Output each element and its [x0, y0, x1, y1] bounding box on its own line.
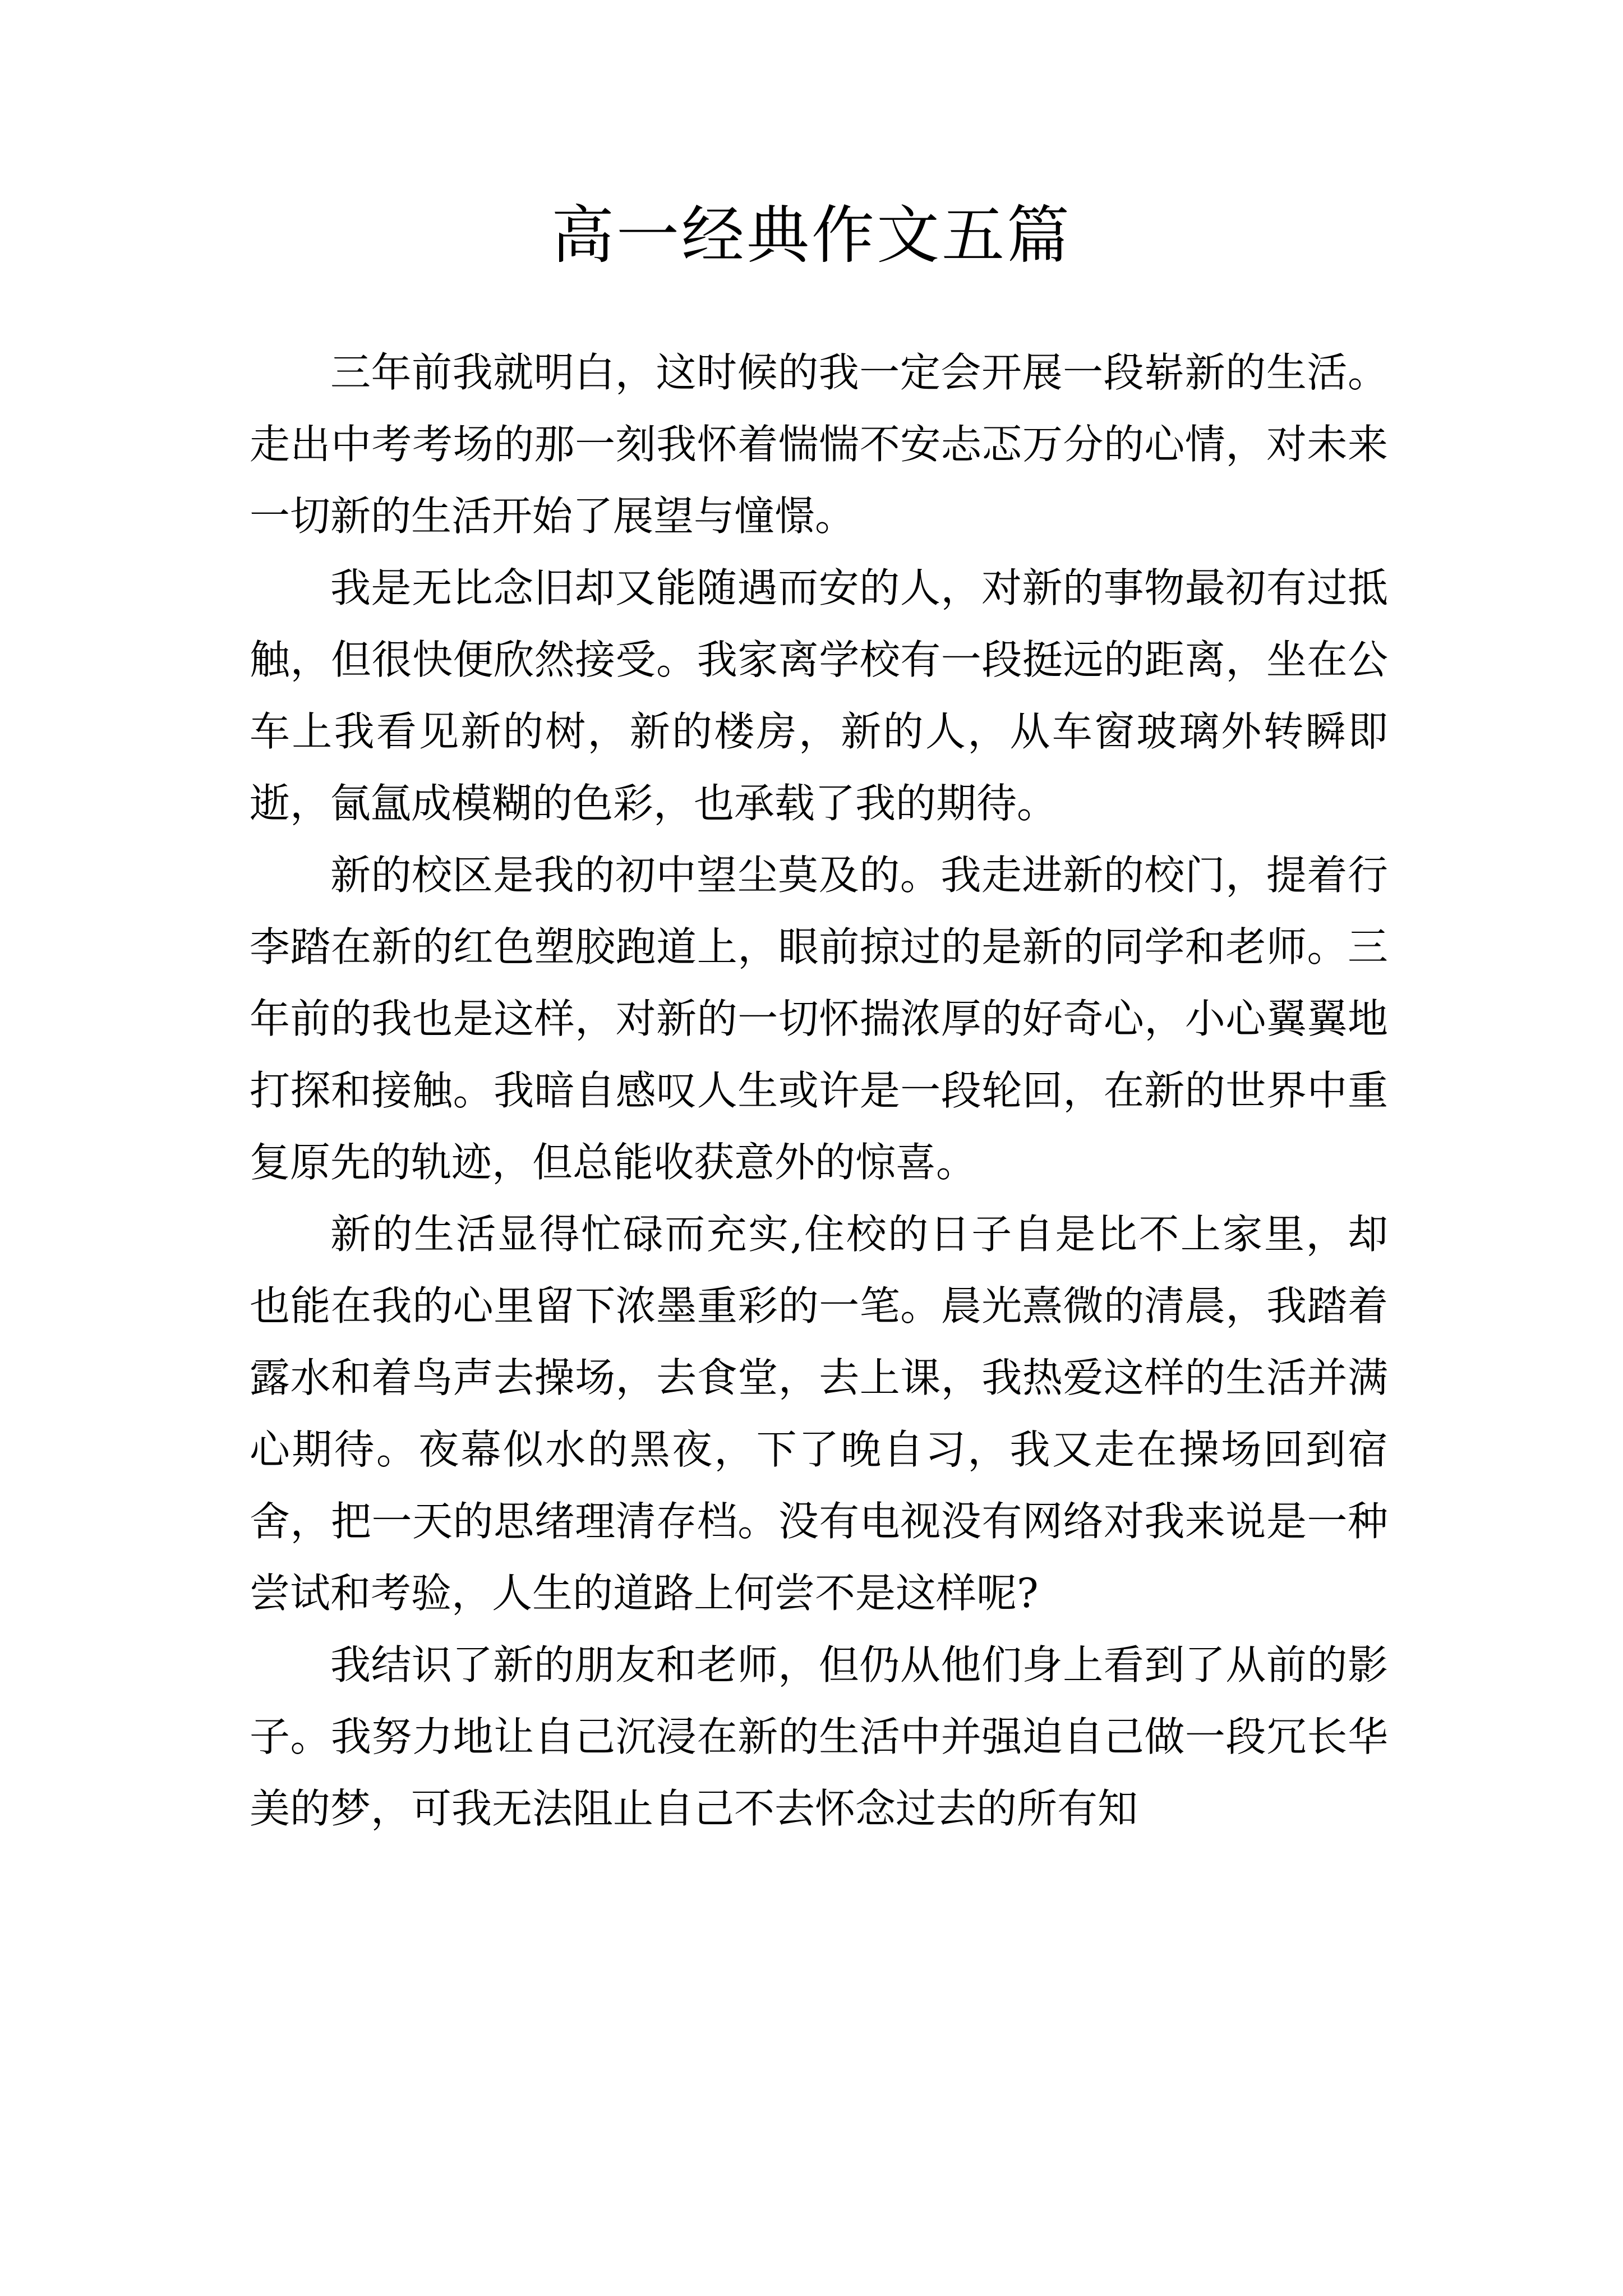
paragraph: 新的校区是我的初中望尘莫及的。我走进新的校门，提着行李踏在新的红色塑胶跑道上，眼前掠过的是新的同学和老师。三年前的我也是这样，对新的一切怀揣浓厚的好奇心，小心翼翼地打探和接触。我暗自感叹人生或许是一段轮回，在新的世界中重复原先的轨迹，但总能收获意外的惊喜。 — [250, 852, 1388, 1186]
document-title: 高一经典作文五篇 — [551, 199, 1072, 272]
paragraph: 我结识了新的朋友和老师，但仍从他们身上看到了从前的影子。我努力地让自己沉浸在新的生活中并强迫自己做一段冗长华美的梦，可我无法阻止自己不去怀念过去的所有知 — [250, 1641, 1388, 1832]
paragraph: 新的生活显得忙碌而充实,住校的日子自是比不上家里，却也能在我的心里留下浓墨重彩的一笔。晨光熹微的清晨，我踏着露水和着鸟声去操场，去食堂，去上课，我热爱这样的生活并满心期待。夜幕似水的黑夜，下了晚自习，我又走在操场回到宿舍，把一天的思绪理清存档。没有电视没有网络对我来说是一种尝试和考验，人生的道路上何尝不是这样呢? — [250, 1211, 1388, 1617]
document-body — [250, 337, 1388, 1844]
paragraph: 我是无比念旧却又能随遇而安的人，对新的事物最初有过抵触，但很快便欣然接受。我家离学校有一段挺远的距离，坐在公车上我看见新的树，新的楼房，新的人，从车窗玻璃外转瞬即逝，氤氲成模糊的色彩，也承载了我的期待。 — [250, 564, 1388, 827]
paragraph: 三年前我就明白，这时候的我一定会开展一段崭新的生活。走出中考考场的那一刻我怀着惴惴不安忐忑万分的心情，对未来一切新的生活开始了展望与憧憬。 — [250, 349, 1388, 540]
